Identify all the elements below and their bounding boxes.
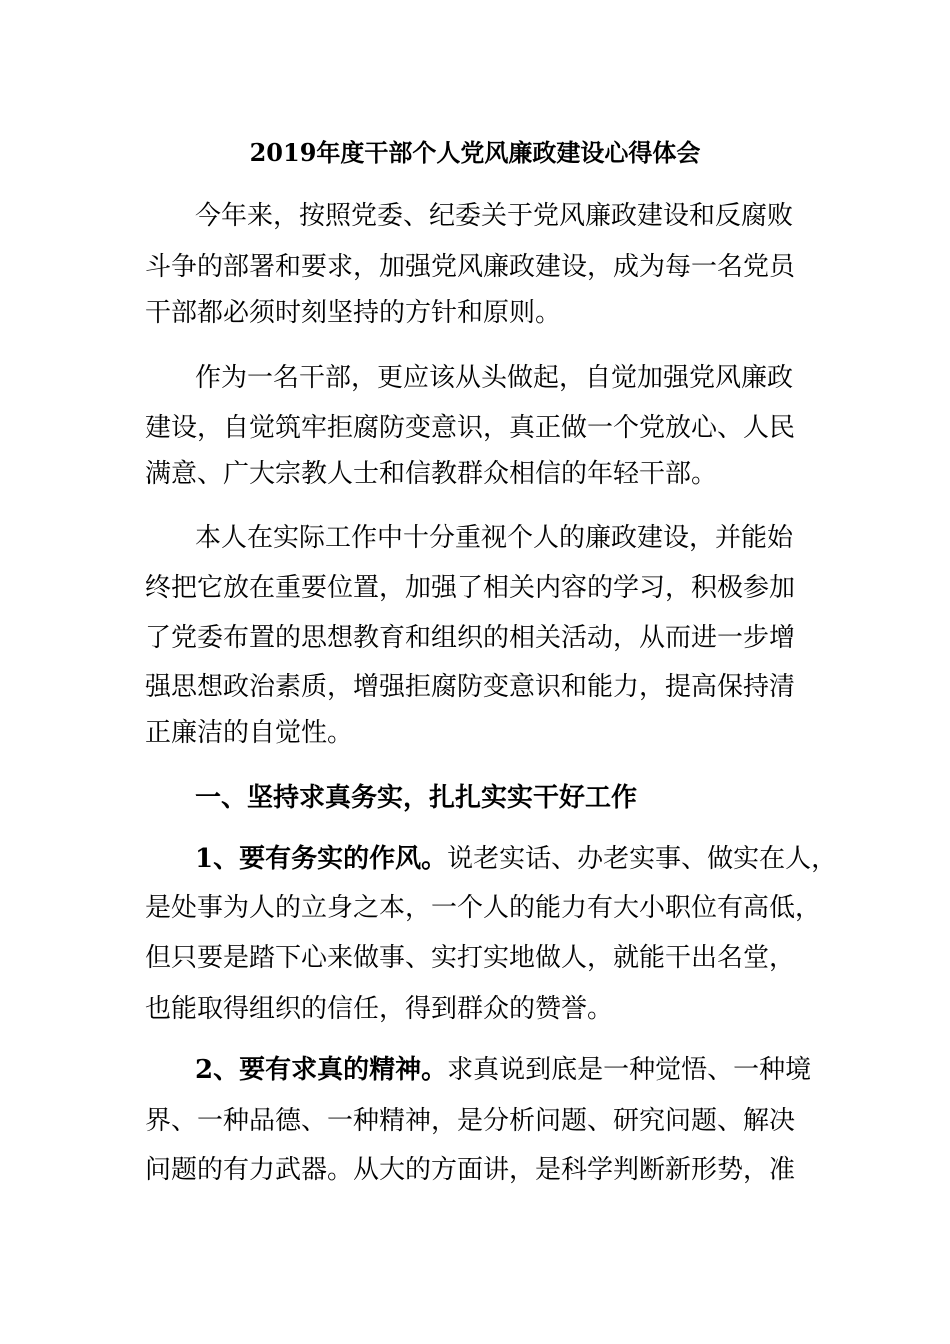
paragraph-3-line-1: 本人在实际工作中十分重视个人的廉政建设，并能始 bbox=[195, 523, 794, 553]
paragraph-2-line-3: 满意、广大宗教人士和信教群众相信的年轻干部。 bbox=[145, 459, 718, 489]
item-1-first-line-rest: 说老实话、办老实事、做实在人， bbox=[447, 844, 838, 874]
item-2-line-1 bbox=[195, 1053, 811, 1087]
paragraph-3-line-4: 强思想政治素质，增强拒腐防变意识和能力，提高保持清 bbox=[145, 672, 796, 702]
item-1-line-2: 是处事为人的立身之本，一个人的能力有大小职位有高低， bbox=[145, 893, 822, 923]
item-2-line-3: 问题的有力武器。从大的方面讲，是科学判断新形势，准 bbox=[145, 1155, 796, 1185]
paragraph-3-line-2: 终把它放在重要位置，加强了相关内容的学习，积极参加 bbox=[145, 573, 796, 603]
paragraph-1-line-2: 斗争的部署和要求，加强党风廉政建设，成为每一名党员 bbox=[145, 252, 796, 282]
item-1-line-3: 但只要是踏下心来做事、实打实地做人，就能干出名堂， bbox=[145, 943, 796, 973]
paragraph-2-line-2: 建设，自觉筑牢拒腐防变意识，真正做一个党放心、人民 bbox=[145, 413, 796, 443]
item-2-line-2: 界、一种品德、一种精神，是分析问题、研究问题、解决 bbox=[145, 1106, 796, 1136]
item-1-line-1 bbox=[195, 842, 837, 876]
item-1-lead: 1、要有务实的作风。 bbox=[195, 844, 448, 874]
paragraph-3-line-5: 正廉洁的自觉性。 bbox=[145, 718, 354, 748]
section-1-heading: 一、坚持求真务实，扎扎实实干好工作 bbox=[195, 783, 638, 813]
item-2-first-line-rest: 求真说到底是一种觉悟、一种境 bbox=[447, 1055, 812, 1085]
document-title: 2019年度干部个人党风廉政建设心得体会 bbox=[249, 138, 701, 167]
paragraph-2-line-1: 作为一名干部，更应该从头做起，自觉加强党风廉政 bbox=[195, 363, 794, 393]
paragraph-1-line-1: 今年来，按照党委、纪委关于党风廉政建设和反腐败 bbox=[195, 201, 794, 231]
item-2-lead: 2、要有求真的精神。 bbox=[195, 1055, 448, 1085]
paragraph-3-line-3: 了党委布置的思想教育和组织的相关活动，从而进一步增 bbox=[145, 623, 796, 653]
paragraph-1-line-3: 干部都必须时刻坚持的方针和原则。 bbox=[145, 298, 562, 328]
item-1-line-4: 也能取得组织的信任，得到群众的赞誉。 bbox=[145, 994, 614, 1024]
